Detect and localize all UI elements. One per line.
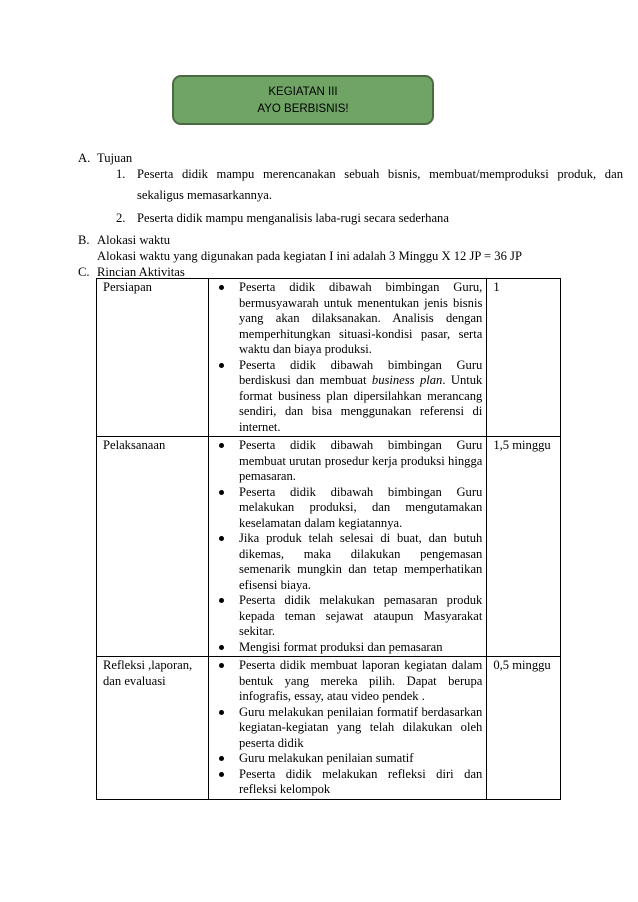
list-item-text: Peserta didik melakukan refleksi diri dan refleksi kelompok [238,766,483,796]
activities-cell [208,437,486,657]
bullet-icon [219,363,224,368]
table-row [97,657,561,800]
list-item-text: Peserta didik dibawah bimbingan Guru membuat urutan prosedur kerja produksi hingga pemasaran. [238,438,483,483]
list-item-text: Guru melakukan penilaian formatif berdasarkan kegiatan-kegiatan yang telah dilakukan oleh peserta didik [238,704,483,750]
objective-number: 1. [116,167,126,181]
list-item [215,593,482,640]
list-item-text: Peserta didik membuat laporan kegiatan dalam bentuk yang mereka pilih. Dapat berupa infografis, essay, atau video pendek . [238,658,483,703]
list-item [215,358,482,436]
section-title: Alokasi waktu [97,233,171,247]
section-title: Tujuan [97,151,133,165]
bullet-icon [219,772,224,777]
table-row [97,279,561,437]
list-item-text: Guru melakukan penilaian sumatif [238,751,414,765]
banner-title: KEGIATAN III [268,86,338,98]
list-item-text-cont: . Untuk format business plan dipersilahkan merancang sendiri, dan bisa menggunakan referensi di internet. [238,373,483,434]
list-item-text: Peserta didik dibawah bimbingan Guru melakukan produksi, dan mengutamakan keselamatan dalam kegiatannya. [238,484,483,530]
objective-text: Peserta didik mampu menganalisis laba-rugi secara sederhana [137,211,449,225]
bullet-icon [219,710,224,715]
bullet-icon [219,285,224,290]
phase-cell: Pelaksanaan [97,437,209,657]
activity-banner [172,75,434,125]
bullet-icon [219,663,224,668]
section-a-heading [78,150,132,166]
activities-cell [208,657,486,800]
phase-cell: Persiapan [97,279,209,437]
bullet-icon [219,756,224,761]
section-letter: B. [78,233,90,247]
list-item [215,767,482,798]
duration-cell: 0,5 minggu [487,657,561,800]
list-item [215,280,482,358]
activity-table [96,278,561,800]
list-item [215,485,482,532]
bullet-icon [219,536,224,541]
section-b-heading [78,232,170,248]
list-item [215,705,482,752]
bullet-icon [219,598,224,603]
objective-text-line2: sekaligus memasarkannya. [137,188,272,202]
section-letter: C. [78,265,90,279]
list-item [215,531,482,593]
section-title: Rincian Aktivitas [97,265,185,279]
list-item-text: Peserta didik dibawah bimbingan Guru, bermusyawarah untuk menentukan jenis bisnis yang akan dilaksanakan. Analisis dengan memperhitungkan situasi-kondisi pasar, serta waktu dan biaya produksi. [238,280,483,356]
list-item [215,751,482,767]
banner-subtitle: AYO BERBISNIS! [257,103,349,115]
list-item [215,640,482,656]
list-item-text: Jika produk telah selesai di buat, dan butuh dikemas, maka dilakukan pengemasan semenarik mungkin dan tetap memperhatikan efisensi biaya. [238,531,483,592]
table-row [97,437,561,657]
list-item-italic: business plan [371,373,443,387]
activities-cell [208,279,486,437]
phase-cell: Refleksi ,laporan, dan evaluasi [97,657,209,800]
list-item-text: Peserta didik melakukan pemasaran produk kepada teman sejawat ataupun Masyarakat sekitar. [238,593,483,638]
list-item [215,658,482,705]
duration-cell: 1 [487,279,561,437]
bullet-icon [219,443,224,448]
objective-text: Peserta didik mampu merencanakan sebuah bisnis, membuat/memproduksi produk, dan [137,167,623,181]
bullet-icon [219,490,224,495]
section-letter: A. [78,151,91,165]
list-item-text: Peserta didik dibawah bimbingan Guru berdiskusi dan membuat [238,357,483,387]
duration-cell: 1,5 minggu [487,437,561,657]
time-allocation-text: Alokasi waktu yang digunakan pada kegiatan I ini adalah 3 Minggu X 12 JP = 36 JP [97,249,522,263]
bullet-icon [219,645,224,650]
list-item-text: Mengisi format produksi dan pemasaran [238,639,443,654]
objective-number: 2. [116,211,126,225]
list-item [215,438,482,485]
